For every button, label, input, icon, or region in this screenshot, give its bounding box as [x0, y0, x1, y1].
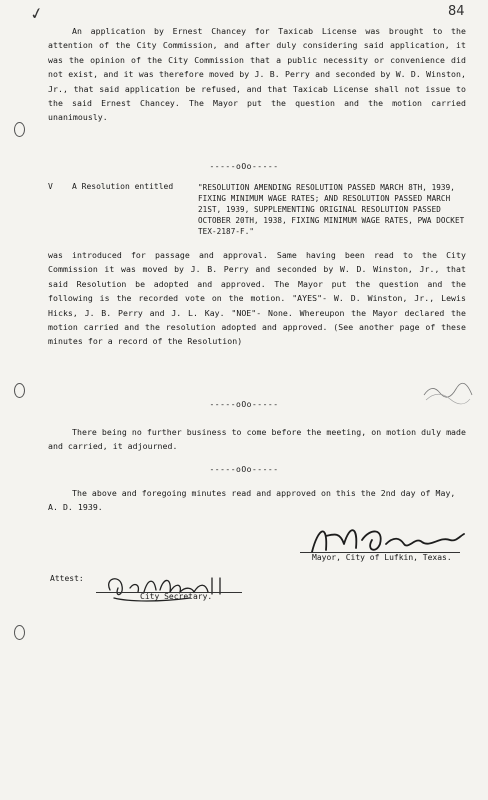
page-number: 84 [448, 4, 465, 19]
resolution-lead: A Resolution entitled [72, 182, 174, 191]
mayor-title: Mayor, City of Lufkin, Texas. [312, 553, 452, 562]
separator: -----oOo----- [209, 162, 279, 171]
separator: -----oOo----- [209, 400, 279, 409]
secretary-title: City Secretary. [140, 592, 213, 601]
secretary-signature-icon [100, 568, 240, 608]
resolution-title: "RESOLUTION AMENDING RESOLUTION PASSED MARCH 8TH, 1939, FIXING MINIMUM WAGE RATES; AND RESOLUTION PASSED MARCH 21ST, 1939, SUPPLEMENTING ORIGINAL RESOLUTION PASSED OCTOBER 20TH, 1938, FIXING MINIMUM WAGE RATES, PWA DOCKET TEX-2187-F." [198, 183, 465, 236]
resolution-paragraph: was introduced for passage and approval. Same having been read to the City Commission it was moved by J. B. Perry and seconded by W. D. Winston, Jr., that said Resolution be adopted and approved. The Mayor put the question and the following is the recorded vote on the motion. "AYES"- W. D. Winston, Jr., Lewis Hicks, J. B. Perry and J. L. Kay. "NOE"- None. Whereupon the Mayor declared the motion carried and the resolution adopted and approved. (See another page of these minutes for a record of the Resolution) [48, 250, 466, 347]
attest-label: Attest: [50, 574, 84, 583]
approval-paragraph: The above and foregoing minutes read and approved on this the 2nd day of May, A. D. 1939. [48, 488, 456, 513]
separator: -----oOo----- [209, 465, 279, 474]
punch-hole-icon [14, 122, 25, 137]
punch-hole-icon [14, 383, 25, 398]
check-mark-icon: ✓ [28, 2, 46, 25]
punch-hole-icon [14, 625, 25, 640]
taxicab-paragraph: An application by Ernest Chancey for Taxicab License was brought to the attention of the City Commission, and after duly considering said application, it was the opinion of the City Commission that a public necessity or convenience did not exist, and it was therefore moved by J. B. Perry and seconded by W. D. Winston, Jr., that said application be refused, and that Taxicab License shall not issue to the said Ernest Chancey. The Mayor put the question and the motion carried unanimously. [48, 26, 466, 123]
resolution-mark: V [48, 182, 53, 191]
adjournment-paragraph: There being no further business to come before the meeting, on motion duly made and carried, it adjourned. [48, 427, 466, 452]
